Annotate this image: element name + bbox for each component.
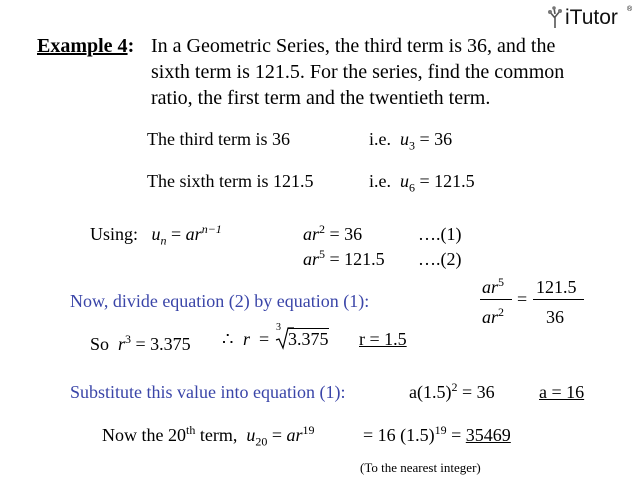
substitute-instruction: Substitute this value into equation (1): — [70, 382, 346, 402]
ar-exponent: n−1 — [201, 222, 222, 236]
ie-label: i.e. — [369, 129, 391, 149]
example-colon: : — [127, 35, 135, 57]
rounding-note: (To the nearest integer) — [360, 460, 481, 475]
r-cubed-equation — [90, 333, 191, 355]
therefore-symbol: ∴ — [222, 329, 234, 349]
problem-line-1: In a Geometric Series, the third term is 36, and the — [151, 35, 556, 57]
equation-2 — [303, 248, 385, 270]
formula-equals: = — [166, 224, 186, 244]
substitute-equation — [409, 381, 495, 403]
itutor-logo — [545, 6, 633, 30]
ie-label: i.e. — [369, 171, 391, 191]
substitute-expression: a(1.5) — [409, 382, 452, 402]
un-symbol: u — [151, 224, 161, 244]
th-suffix: th — [186, 423, 196, 437]
r-symbol-root: r — [243, 329, 251, 349]
eq2-value: = 121.5 — [325, 249, 385, 269]
using-label: Using: — [90, 224, 139, 244]
equation-1-tag: ….(1) — [418, 224, 462, 244]
so-label: So — [90, 334, 110, 354]
third-term-statement: The third term is 36 — [147, 129, 290, 149]
logo-text: iTutor — [565, 6, 618, 29]
term-text: term, — [195, 425, 238, 445]
fraction-bar-lhs — [480, 299, 512, 300]
u6-value: = 121.5 — [415, 171, 475, 191]
fraction-numerator-lhs — [482, 276, 504, 298]
twentieth-text: Now the 20 — [102, 425, 186, 445]
substitute-value: = 36 — [457, 382, 495, 402]
equation-2-tag: ….(2) — [418, 249, 462, 269]
radicand: 3.375 — [288, 329, 329, 349]
u20-equals: = — [267, 425, 287, 445]
u-subscript: 6 — [409, 180, 415, 195]
twentieth-answer: 35469 — [465, 425, 511, 445]
example-heading — [37, 34, 134, 58]
num-exponent: 5 — [498, 275, 505, 289]
r3-value: = 3.375 — [131, 334, 191, 354]
ar-symbol: ar — [185, 224, 202, 244]
fraction-equals: = — [517, 289, 528, 309]
fraction-denominator-lhs — [482, 306, 504, 328]
u3-value: = 36 — [415, 129, 453, 149]
twentieth-calculation — [363, 424, 511, 446]
example-label: Example 4 — [37, 35, 128, 57]
eq1-exponent: 2 — [319, 222, 326, 236]
sixth-term-equation — [369, 170, 475, 195]
eq2-exponent: 5 — [319, 247, 326, 261]
den-ar: ar — [482, 307, 499, 327]
u20-symbol: u — [246, 425, 256, 445]
a-answer: a = 16 — [539, 382, 585, 402]
calc-expression: = 16 (1.5) — [363, 425, 435, 445]
den-exponent: 2 — [498, 305, 505, 319]
r-answer: r = 1.5 — [359, 329, 407, 349]
calc-exponent: 19 — [434, 423, 447, 437]
u-symbol: u — [400, 171, 409, 191]
r-exponent: 3 — [125, 332, 132, 346]
u20-ar: ar — [286, 425, 303, 445]
substitute-exponent: 2 — [451, 380, 458, 394]
root-index: 3 — [276, 322, 281, 333]
u20-subscript: 20 — [255, 434, 268, 449]
problem-line-3: ratio, the first term and the twentieth term. — [151, 87, 491, 109]
un-subscript: n — [160, 233, 167, 248]
divide-instruction: Now, divide equation (2) by equation (1): — [70, 291, 370, 311]
eq1-value: = 36 — [325, 224, 363, 244]
u-subscript: 3 — [409, 138, 415, 153]
u20-exponent: 19 — [302, 423, 315, 437]
sixth-term-statement: The sixth term is 121.5 — [147, 171, 314, 191]
logo-tree-icon — [545, 6, 565, 28]
using-formula — [90, 222, 222, 248]
logo-registered-mark: ® — [627, 6, 633, 13]
twentieth-term-label — [102, 423, 315, 449]
fraction-denominator-rhs: 36 — [546, 307, 564, 327]
eq2-ar: ar — [303, 249, 320, 269]
problem-line-2: sixth term is 121.5. For the series, find the common — [151, 61, 565, 83]
third-term-equation — [369, 128, 453, 153]
equation-1 — [303, 223, 362, 245]
fraction-bar-rhs — [533, 299, 584, 300]
fraction-numerator-rhs: 121.5 — [536, 277, 577, 297]
eq1-ar: ar — [303, 224, 320, 244]
root-equals: = — [259, 329, 270, 349]
u-symbol: u — [400, 129, 409, 149]
num-ar: ar — [482, 277, 499, 297]
r-symbol: r — [118, 334, 126, 354]
calc-equals: = — [446, 425, 466, 445]
